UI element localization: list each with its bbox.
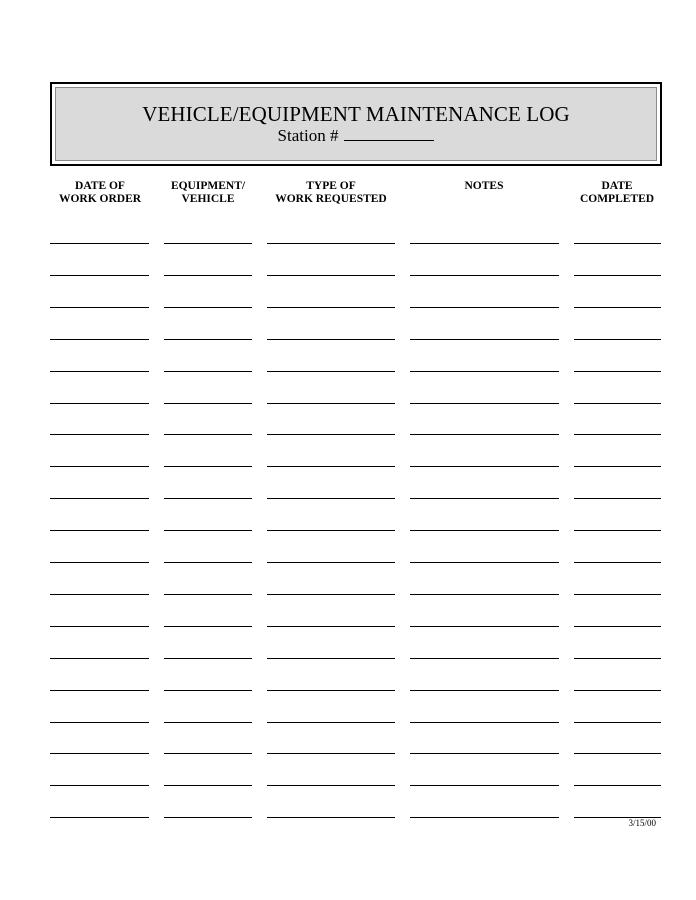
entry-line-type-of-work-requested[interactable] bbox=[267, 466, 395, 467]
entry-line-date-of-work-order[interactable] bbox=[50, 403, 149, 404]
entry-line-type-of-work-requested[interactable] bbox=[267, 339, 395, 340]
entry-line-notes[interactable] bbox=[410, 339, 559, 340]
station-number-blank[interactable] bbox=[344, 125, 434, 141]
entry-line-date-of-work-order[interactable] bbox=[50, 530, 149, 531]
entry-line-date-completed[interactable] bbox=[574, 307, 661, 308]
entry-line-type-of-work-requested[interactable] bbox=[267, 690, 395, 691]
entry-line-notes[interactable] bbox=[410, 498, 559, 499]
column-header-date-of-work-order bbox=[50, 180, 150, 206]
entry-line-notes[interactable] bbox=[410, 658, 559, 659]
entry-line-date-completed[interactable] bbox=[574, 498, 661, 499]
entry-line-notes[interactable] bbox=[410, 403, 559, 404]
entry-line-date-of-work-order[interactable] bbox=[50, 243, 149, 244]
entry-line-equipment-vehicle[interactable] bbox=[164, 690, 252, 691]
entry-line-date-completed[interactable] bbox=[574, 785, 661, 786]
entry-line-date-of-work-order[interactable] bbox=[50, 371, 149, 372]
entry-line-date-of-work-order[interactable] bbox=[50, 626, 149, 627]
entry-line-date-of-work-order[interactable] bbox=[50, 466, 149, 467]
entry-line-type-of-work-requested[interactable] bbox=[267, 722, 395, 723]
column-header-notes bbox=[409, 180, 559, 193]
entry-line-date-completed[interactable] bbox=[574, 371, 661, 372]
entry-line-date-of-work-order[interactable] bbox=[50, 658, 149, 659]
entry-line-notes[interactable] bbox=[410, 753, 559, 754]
column-header-line: NOTES bbox=[464, 180, 504, 192]
entry-line-equipment-vehicle[interactable] bbox=[164, 243, 252, 244]
entry-line-notes[interactable] bbox=[410, 434, 559, 435]
column-header-line: COMPLETED bbox=[579, 193, 655, 205]
entry-line-notes[interactable] bbox=[410, 243, 559, 244]
entry-line-type-of-work-requested[interactable] bbox=[267, 562, 395, 563]
form-title: VEHICLE/EQUIPMENT MAINTENANCE LOG bbox=[142, 102, 570, 126]
entry-line-equipment-vehicle[interactable] bbox=[164, 658, 252, 659]
entry-line-notes[interactable] bbox=[410, 530, 559, 531]
entry-line-date-of-work-order[interactable] bbox=[50, 562, 149, 563]
entry-line-equipment-vehicle[interactable] bbox=[164, 307, 252, 308]
column-header-line: TYPE OF bbox=[306, 180, 356, 192]
entry-line-equipment-vehicle[interactable] bbox=[164, 498, 252, 499]
entry-line-date-of-work-order[interactable] bbox=[50, 434, 149, 435]
entry-line-equipment-vehicle[interactable] bbox=[164, 785, 252, 786]
column-header-date-completed bbox=[573, 180, 661, 206]
entry-line-type-of-work-requested[interactable] bbox=[267, 403, 395, 404]
column-header-line: EQUIPMENT/ bbox=[170, 180, 246, 192]
entry-line-equipment-vehicle[interactable] bbox=[164, 434, 252, 435]
entry-line-equipment-vehicle[interactable] bbox=[164, 530, 252, 531]
entry-line-equipment-vehicle[interactable] bbox=[164, 275, 252, 276]
entry-line-date-completed[interactable] bbox=[574, 403, 661, 404]
entry-line-type-of-work-requested[interactable] bbox=[267, 371, 395, 372]
entry-line-type-of-work-requested[interactable] bbox=[267, 275, 395, 276]
entry-line-type-of-work-requested[interactable] bbox=[267, 434, 395, 435]
entry-line-notes[interactable] bbox=[410, 785, 559, 786]
entry-line-date-completed[interactable] bbox=[574, 562, 661, 563]
entry-line-date-of-work-order[interactable] bbox=[50, 817, 149, 818]
entry-line-equipment-vehicle[interactable] bbox=[164, 594, 252, 595]
form-header bbox=[50, 82, 662, 166]
entry-line-date-of-work-order[interactable] bbox=[50, 339, 149, 340]
entry-line-equipment-vehicle[interactable] bbox=[164, 403, 252, 404]
station-line bbox=[52, 125, 660, 146]
entry-line-type-of-work-requested[interactable] bbox=[267, 785, 395, 786]
entry-line-notes[interactable] bbox=[410, 307, 559, 308]
entry-line-equipment-vehicle[interactable] bbox=[164, 817, 252, 818]
entry-line-type-of-work-requested[interactable] bbox=[267, 658, 395, 659]
column-header-line: VEHICLE bbox=[181, 193, 235, 205]
entry-line-notes[interactable] bbox=[410, 817, 559, 818]
station-label: Station # bbox=[277, 126, 339, 145]
entry-line-notes[interactable] bbox=[410, 690, 559, 691]
entry-line-date-of-work-order[interactable] bbox=[50, 594, 149, 595]
entry-line-date-of-work-order[interactable] bbox=[50, 785, 149, 786]
entry-line-type-of-work-requested[interactable] bbox=[267, 594, 395, 595]
entry-line-notes[interactable] bbox=[410, 275, 559, 276]
revision-date: 3/15/00 bbox=[628, 818, 656, 828]
entry-line-equipment-vehicle[interactable] bbox=[164, 466, 252, 467]
entry-line-type-of-work-requested[interactable] bbox=[267, 817, 395, 818]
entry-line-equipment-vehicle[interactable] bbox=[164, 626, 252, 627]
entry-line-equipment-vehicle[interactable] bbox=[164, 339, 252, 340]
entry-line-notes[interactable] bbox=[410, 626, 559, 627]
entry-line-notes[interactable] bbox=[410, 562, 559, 563]
entry-line-date-of-work-order[interactable] bbox=[50, 722, 149, 723]
entry-line-date-completed[interactable] bbox=[574, 626, 661, 627]
entry-line-date-completed[interactable] bbox=[574, 722, 661, 723]
entry-line-date-completed[interactable] bbox=[574, 434, 661, 435]
entry-line-equipment-vehicle[interactable] bbox=[164, 562, 252, 563]
entry-line-date-completed[interactable] bbox=[574, 243, 661, 244]
entry-line-date-of-work-order[interactable] bbox=[50, 690, 149, 691]
entry-line-equipment-vehicle[interactable] bbox=[164, 371, 252, 372]
entry-line-notes[interactable] bbox=[410, 722, 559, 723]
column-header-line: WORK ORDER bbox=[58, 193, 142, 205]
entry-line-type-of-work-requested[interactable] bbox=[267, 243, 395, 244]
entry-line-type-of-work-requested[interactable] bbox=[267, 307, 395, 308]
entry-line-date-completed[interactable] bbox=[574, 530, 661, 531]
entry-line-type-of-work-requested[interactable] bbox=[267, 753, 395, 754]
entry-line-date-of-work-order[interactable] bbox=[50, 307, 149, 308]
entry-line-date-completed[interactable] bbox=[574, 658, 661, 659]
entry-line-date-of-work-order[interactable] bbox=[50, 275, 149, 276]
entry-line-date-of-work-order[interactable] bbox=[50, 498, 149, 499]
column-header-equipment-vehicle bbox=[163, 180, 253, 206]
entry-line-date-completed[interactable] bbox=[574, 339, 661, 340]
entry-line-date-completed[interactable] bbox=[574, 753, 661, 754]
entry-line-date-of-work-order[interactable] bbox=[50, 753, 149, 754]
entry-line-date-completed[interactable] bbox=[574, 275, 661, 276]
entry-line-type-of-work-requested[interactable] bbox=[267, 498, 395, 499]
column-header-line: DATE OF bbox=[75, 180, 125, 192]
entry-line-equipment-vehicle[interactable] bbox=[164, 722, 252, 723]
entry-line-type-of-work-requested[interactable] bbox=[267, 530, 395, 531]
entry-line-notes[interactable] bbox=[410, 371, 559, 372]
entry-line-type-of-work-requested[interactable] bbox=[267, 626, 395, 627]
entry-line-notes[interactable] bbox=[410, 466, 559, 467]
entry-line-notes[interactable] bbox=[410, 594, 559, 595]
entry-line-date-completed[interactable] bbox=[574, 690, 661, 691]
column-header-line: DATE bbox=[601, 180, 633, 192]
entry-line-equipment-vehicle[interactable] bbox=[164, 753, 252, 754]
column-header-type-of-work-requested bbox=[266, 180, 396, 206]
column-header-line: WORK REQUESTED bbox=[275, 193, 387, 205]
entry-line-date-completed[interactable] bbox=[574, 466, 661, 467]
entry-line-date-completed[interactable] bbox=[574, 594, 661, 595]
